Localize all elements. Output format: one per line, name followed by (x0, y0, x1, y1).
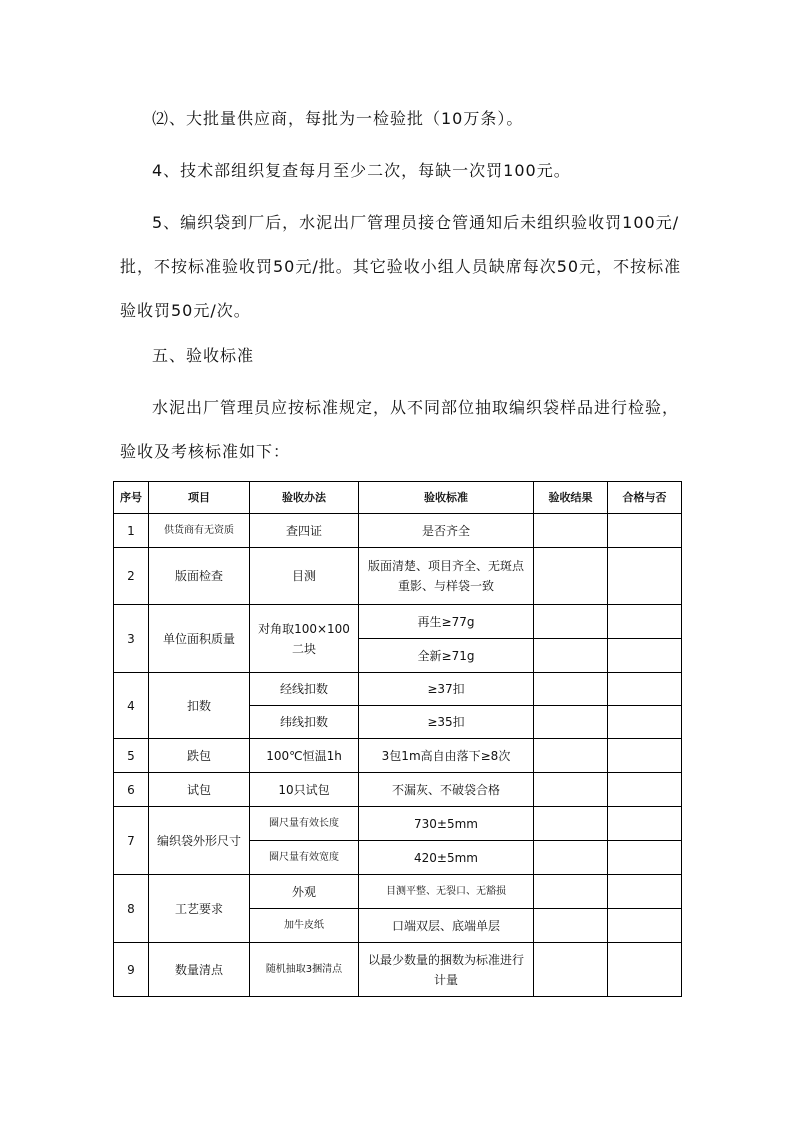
acceptance-standard-table (113, 481, 682, 997)
cell-method: 查四证 (250, 514, 359, 548)
table-row (114, 773, 682, 807)
cell-no: 7 (114, 807, 149, 875)
cell-pass (608, 673, 682, 706)
header-method: 验收办法 (250, 482, 359, 514)
cell-pass (608, 875, 682, 909)
cell-method: 10只试包 (250, 773, 359, 807)
table-row (114, 548, 682, 605)
table-row (114, 673, 682, 706)
cell-no: 6 (114, 773, 149, 807)
cell-method: 加牛皮纸 (250, 909, 359, 943)
cell-pass (608, 739, 682, 773)
cell-standard: 版面清楚、项目齐全、无斑点重影、与样袋一致 (359, 548, 534, 605)
section-heading-acceptance-standard: 五、验收标准 (152, 346, 255, 365)
cell-method: 100℃恒温1h (250, 739, 359, 773)
cell-no: 1 (114, 514, 149, 548)
cell-method: 外观 (250, 875, 359, 909)
cell-method: 圈尺量有效长度 (250, 807, 359, 841)
cell-standard: 730±5mm (359, 807, 534, 841)
cell-pass (608, 706, 682, 739)
cell-item: 试包 (149, 773, 250, 807)
cell-standard: ≥37扣 (359, 673, 534, 706)
cell-pass (608, 548, 682, 605)
cell-no: 5 (114, 739, 149, 773)
cell-method: 纬线扣数 (250, 706, 359, 739)
cell-pass (608, 943, 682, 997)
cell-result (534, 514, 608, 548)
cell-no: 3 (114, 605, 149, 673)
cell-item: 跌包 (149, 739, 250, 773)
cell-standard: 以最少数量的捆数为标准进行计量 (359, 943, 534, 997)
paragraph-review-frequency: 4、技术部组织复查每月至少二次，每缺一次罚100元。 (152, 161, 571, 180)
cell-item: 数量清点 (149, 943, 250, 997)
header-no: 序号 (114, 482, 149, 514)
header-standard: 验收标准 (359, 482, 534, 514)
cell-method: 经线扣数 (250, 673, 359, 706)
paragraph-supplier-batch: ⑵、大批量供应商，每批为一检验批（10万条）。 (152, 109, 524, 128)
cell-standard: 目测平整、无裂口、无豁损 (359, 875, 534, 909)
cell-result (534, 706, 608, 739)
cell-pass (608, 605, 682, 639)
cell-no: 8 (114, 875, 149, 943)
header-item: 项目 (149, 482, 250, 514)
cell-result (534, 739, 608, 773)
cell-method: 对角取100×100二块 (250, 605, 359, 673)
cell-method: 目测 (250, 548, 359, 605)
cell-standard: ≥35扣 (359, 706, 534, 739)
cell-standard: 全新≥71g (359, 639, 534, 673)
table-row (114, 605, 682, 639)
cell-standard: 420±5mm (359, 841, 534, 875)
cell-pass (608, 639, 682, 673)
cell-no: 4 (114, 673, 149, 739)
header-pass: 合格与否 (608, 482, 682, 514)
cell-item: 工艺要求 (149, 875, 250, 943)
header-result: 验收结果 (534, 482, 608, 514)
cell-standard: 口端双层、底端单层 (359, 909, 534, 943)
table-row (114, 875, 682, 909)
cell-pass (608, 841, 682, 875)
cell-pass (608, 807, 682, 841)
cell-standard: 不漏灰、不破袋合格 (359, 773, 534, 807)
cell-result (534, 909, 608, 943)
cell-result (534, 673, 608, 706)
cell-no: 2 (114, 548, 149, 605)
cell-pass (608, 909, 682, 943)
cell-item: 版面检查 (149, 548, 250, 605)
table-row (114, 807, 682, 841)
table-row (114, 739, 682, 773)
cell-standard: 3包1m高自由落下≥8次 (359, 739, 534, 773)
cell-result (534, 605, 608, 639)
cell-result (534, 943, 608, 997)
cell-method: 圈尺量有效宽度 (250, 841, 359, 875)
table-row (114, 514, 682, 548)
cell-result (534, 841, 608, 875)
paragraph-penalty-rules: 5、编织袋到厂后，水泥出厂管理员接仓管通知后未组织验收罚100元/批，不按标准验收罚50元/批。其它验收小组人员缺席每次50元，不按标准验收罚50元/次。 (120, 213, 682, 320)
cell-no: 9 (114, 943, 149, 997)
cell-result (534, 548, 608, 605)
cell-method: 随机抽取3捆清点 (250, 943, 359, 997)
cell-pass (608, 773, 682, 807)
cell-result (534, 875, 608, 909)
paragraph-sampling-intro: 水泥出厂管理员应按标准规定，从不同部位抽取编织袋样品进行检验，验收及考核标准如下： (120, 398, 680, 461)
cell-result (534, 639, 608, 673)
table-header-row (114, 482, 682, 514)
cell-standard: 再生≥77g (359, 605, 534, 639)
cell-item: 编织袋外形尺寸 (149, 807, 250, 875)
cell-result (534, 773, 608, 807)
table-row (114, 943, 682, 997)
cell-item: 供货商有无资质 (149, 514, 250, 548)
cell-item: 扣数 (149, 673, 250, 739)
cell-item: 单位面积质量 (149, 605, 250, 673)
cell-pass (608, 514, 682, 548)
cell-result (534, 807, 608, 841)
cell-standard: 是否齐全 (359, 514, 534, 548)
